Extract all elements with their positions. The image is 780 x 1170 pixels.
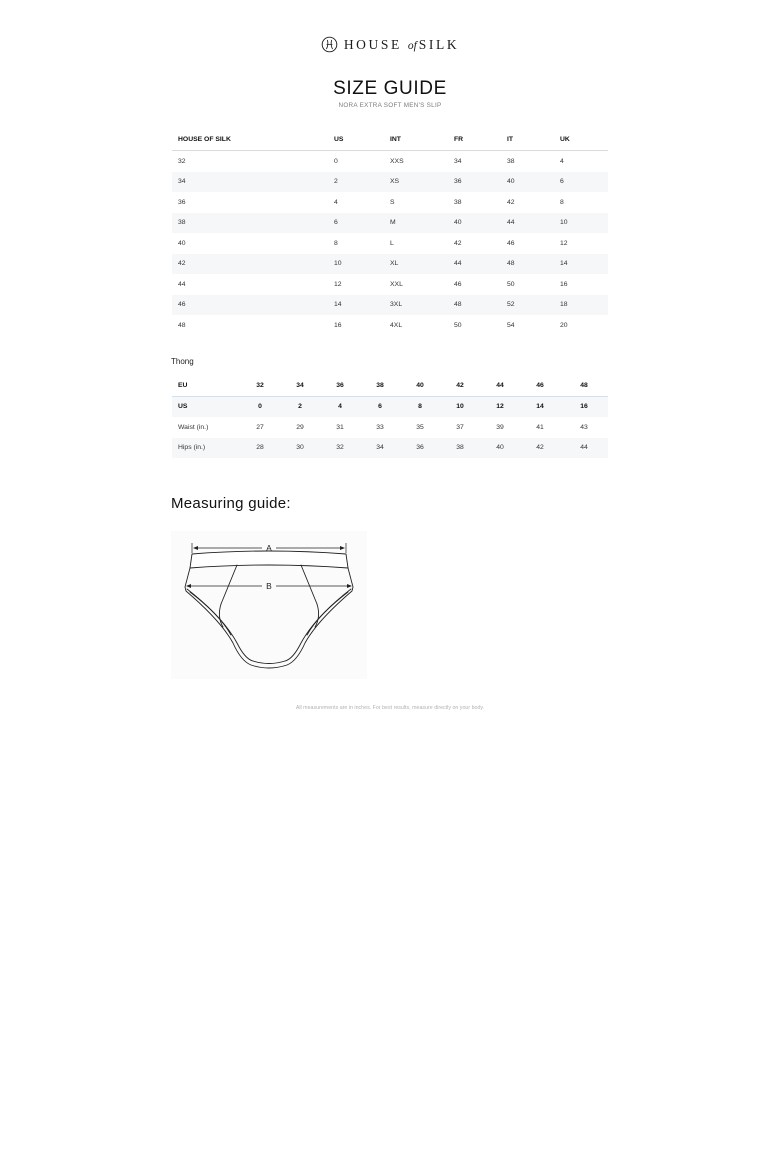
table-cell: 0 [240,396,280,417]
table-cell: 32 [178,157,186,165]
table-cell: 6 [554,172,608,193]
measuring-guide-title: Measuring guide: [171,495,291,512]
table-cell: 31 [336,423,344,431]
table-cell: 16 [560,396,608,417]
table-row [172,274,608,295]
table-cell: 36 [448,172,501,193]
row-header: US [172,396,240,417]
table-row [172,233,608,254]
table-cell: 4 [334,198,338,206]
table-cell: 40 [178,239,186,247]
table-row [172,315,608,336]
column-header: US [328,129,384,151]
table-cell: 12 [480,396,520,417]
table-cell: 6 [360,396,400,417]
brief-measurement-diagram-icon [171,531,367,679]
column-header: UK [554,129,608,151]
table-cell: 10 [554,213,608,234]
table-cell: 8 [334,239,338,247]
table-cell: 32 [320,438,360,459]
table-cell: 41 [536,423,544,431]
table-cell: 38 [454,198,462,206]
table-cell: 38 [172,213,328,234]
column-header: FR [448,129,501,151]
table-cell: 4XL [390,321,403,329]
table-cell: 42 [440,375,480,396]
page-subtitle: NORA EXTRA SOFT MEN'S SLIP [338,102,442,109]
table-cell: 12 [334,280,342,288]
table-cell: 40 [448,213,501,234]
table-cell: 50 [454,321,462,329]
table-cell: 28 [240,438,280,459]
table-cell: 44 [448,254,501,275]
table-cell: 10 [328,254,384,275]
table-cell: 27 [256,423,264,431]
table-cell: 29 [296,423,304,431]
table-cell: 2 [328,172,384,193]
table-cell: 42 [454,239,462,247]
table-cell: 48 [560,375,608,396]
table-cell: 46 [172,295,328,316]
table-cell: 0 [334,157,338,165]
thong-size-table [172,375,608,458]
row-header: EU [172,375,240,396]
table-cell: 37 [456,423,464,431]
table-cell: 48 [501,254,554,275]
table-cell: 30 [280,438,320,459]
table-cell: 20 [560,321,568,329]
dimension-a-label: A [266,543,272,553]
table-cell: M [384,213,448,234]
brand-logo [0,36,780,53]
table-cell: 33 [376,423,384,431]
table-cell: 36 [400,438,440,459]
table-cell: 40 [400,375,440,396]
table-row [172,213,608,234]
table-cell: 14 [554,254,608,275]
footnote: All measurements are in inches. For best results, measure directly on your body. [295,705,485,711]
table-row [172,192,608,213]
column-header: INT [384,129,448,151]
table-cell: 54 [507,321,515,329]
table-cell: 40 [480,438,520,459]
table-cell: XXL [390,280,403,288]
table-row [172,396,608,417]
row-header: Hips (in.) [172,438,240,459]
table-cell: S [390,198,395,206]
table-cell: 8 [560,198,564,206]
table-cell: 50 [507,280,515,288]
table-cell: 16 [560,280,568,288]
table-cell: 34 [172,172,328,193]
table-cell: 42 [520,438,560,459]
table-cell: 44 [560,438,608,459]
table-cell: 44 [178,280,186,288]
measuring-diagram [171,531,367,679]
table-cell: 8 [400,396,440,417]
table-header-row [172,129,608,151]
table-cell: 38 [440,438,480,459]
logo-mark-icon [321,36,338,53]
table-cell: 16 [334,321,342,329]
table-cell: 42 [172,254,328,275]
table-row [172,295,608,316]
table-cell: 34 [280,375,320,396]
size-conversion-table [172,129,608,336]
table-cell: 34 [360,438,400,459]
table-cell: 36 [320,375,360,396]
table-cell: 44 [480,375,520,396]
table-cell: 18 [554,295,608,316]
table-cell: 40 [501,172,554,193]
table-cell: 4 [320,396,360,417]
table-cell: 38 [507,157,515,165]
page-title: SIZE GUIDE [333,78,447,99]
table-cell: 52 [501,295,554,316]
table-cell: 46 [454,280,462,288]
table-row [172,151,608,172]
column-header: HOUSE OF SILK [172,129,328,151]
table-cell: 43 [580,423,588,431]
table-cell: 32 [240,375,280,396]
table-row [172,438,608,459]
table-cell: 39 [496,423,504,431]
table-cell: 14 [520,396,560,417]
row-header: Waist (in.) [178,423,209,431]
table-cell: 44 [501,213,554,234]
column-header: IT [501,129,554,151]
table-cell: 36 [178,198,186,206]
table-cell: 48 [178,321,186,329]
table-cell: 10 [440,396,480,417]
table-cell: 38 [360,375,400,396]
table-cell: 34 [454,157,462,165]
table-cell: XL [384,254,448,275]
table-cell: 46 [520,375,560,396]
table-cell: 6 [328,213,384,234]
table-cell: 42 [507,198,515,206]
table-cell: 48 [448,295,501,316]
table-cell: XXS [390,157,404,165]
table-cell: 46 [507,239,515,247]
table-cell: 2 [280,396,320,417]
table-cell: 4 [560,157,564,165]
table-cell: XS [384,172,448,193]
table-cell: 14 [328,295,384,316]
table-cell: 35 [416,423,424,431]
table-row [172,254,608,275]
table-header-row [172,375,608,396]
table-row [172,172,608,193]
dimension-b-label: B [266,581,272,591]
table-cell: L [390,239,394,247]
table-cell: 12 [560,239,568,247]
brand-name: HOUSE of SILK [343,36,460,52]
table-row [172,417,608,438]
table-cell: 3XL [384,295,448,316]
thong-section-label: Thong [171,357,194,366]
